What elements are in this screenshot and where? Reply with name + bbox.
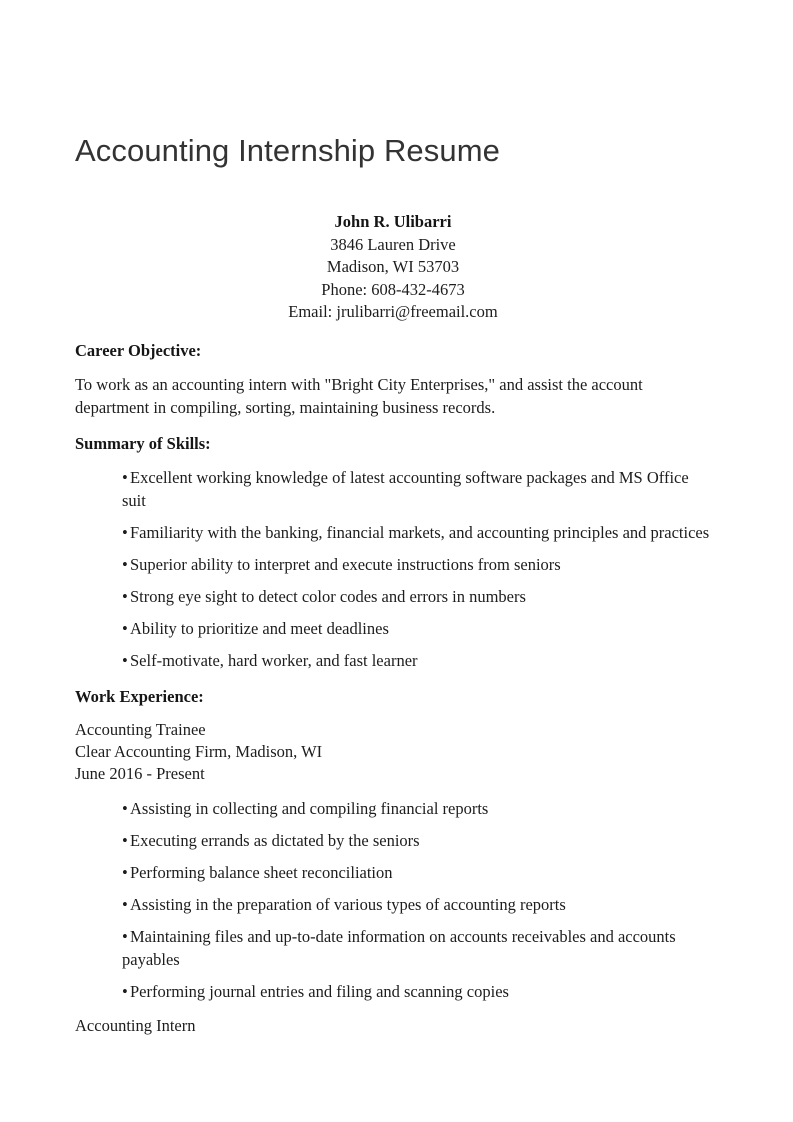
next-job-role: Accounting Intern xyxy=(75,1015,196,1035)
list-item xyxy=(75,585,711,608)
page-title: Accounting Internship Resume xyxy=(75,133,500,168)
section-heading-summary-of-skills: Summary of Skills: xyxy=(75,433,211,453)
list-item xyxy=(75,466,711,512)
career-objective-text: To work as an accounting intern with "Bright City Enterprises," and assist the account department in compiling, sorting, maintaining business records. xyxy=(75,374,643,417)
contact-email: Email: jrulibarri@freemail.com xyxy=(288,302,498,321)
contact-street: 3846 Lauren Drive xyxy=(330,234,456,254)
list-item xyxy=(75,893,711,916)
list-item-label: Maintaining files and up-to-date information on accounts receivables and accounts payables xyxy=(122,926,676,969)
list-item-label: Assisting in collecting and compiling financial reports xyxy=(130,798,489,818)
bullet-icon: • xyxy=(122,981,128,1001)
list-item-label: Self-motivate, hard worker, and fast learner xyxy=(130,650,418,670)
bullet-icon: • xyxy=(122,522,128,542)
list-item xyxy=(75,649,711,672)
bullet-icon: • xyxy=(122,894,128,914)
bullet-icon: • xyxy=(122,798,128,818)
section-heading-career-objective: Career Objective: xyxy=(75,340,202,360)
list-item-label: Excellent working knowledge of latest accounting software packages and MS Office suit xyxy=(122,467,689,510)
contact-header xyxy=(75,211,711,324)
list-item-label: Assisting in the preparation of various types of accounting reports xyxy=(130,894,566,914)
contact-city-state-zip: Madison, WI 53703 xyxy=(326,257,460,276)
skills-list xyxy=(75,466,711,672)
bullet-icon: • xyxy=(122,830,128,850)
list-item-label: Executing errands as dictated by the seniors xyxy=(130,830,420,850)
job-duties-list xyxy=(75,797,711,1003)
bullet-icon: • xyxy=(122,862,128,882)
list-item-label: Strong eye sight to detect color codes and errors in numbers xyxy=(130,586,526,606)
list-item xyxy=(75,861,711,884)
bullet-icon: • xyxy=(122,650,128,670)
bullet-icon: • xyxy=(122,554,128,574)
job-employer: Clear Accounting Firm, Madison, WI xyxy=(75,741,323,761)
contact-phone: Phone: 608-432-4673 xyxy=(321,279,465,299)
list-item-label: Performing journal entries and filing and scanning copies xyxy=(130,981,509,1001)
resume-body xyxy=(75,211,711,1037)
list-item xyxy=(75,617,711,640)
candidate-name: John R. Ulibarri xyxy=(334,212,452,231)
bullet-icon: • xyxy=(122,467,128,487)
list-item xyxy=(75,925,711,971)
bullet-icon: • xyxy=(122,586,128,606)
section-heading-work-experience: Work Experience: xyxy=(75,686,204,706)
list-item xyxy=(75,980,711,1003)
list-item-label: Ability to prioritize and meet deadlines xyxy=(130,618,389,638)
bullet-icon: • xyxy=(122,926,128,946)
list-item xyxy=(75,797,711,820)
bullet-icon: • xyxy=(122,618,128,638)
job-entry xyxy=(75,719,711,785)
list-item-label: Familiarity with the banking, financial markets, and accounting principles and practices xyxy=(130,522,710,542)
list-item xyxy=(75,829,711,852)
list-item-label: Superior ability to interpret and execute instructions from seniors xyxy=(130,554,561,574)
list-item-label: Performing balance sheet reconciliation xyxy=(130,862,393,882)
job-role: Accounting Trainee xyxy=(75,719,206,739)
job-dates: June 2016 - Present xyxy=(75,763,205,783)
list-item xyxy=(75,553,711,576)
list-item xyxy=(75,521,711,544)
